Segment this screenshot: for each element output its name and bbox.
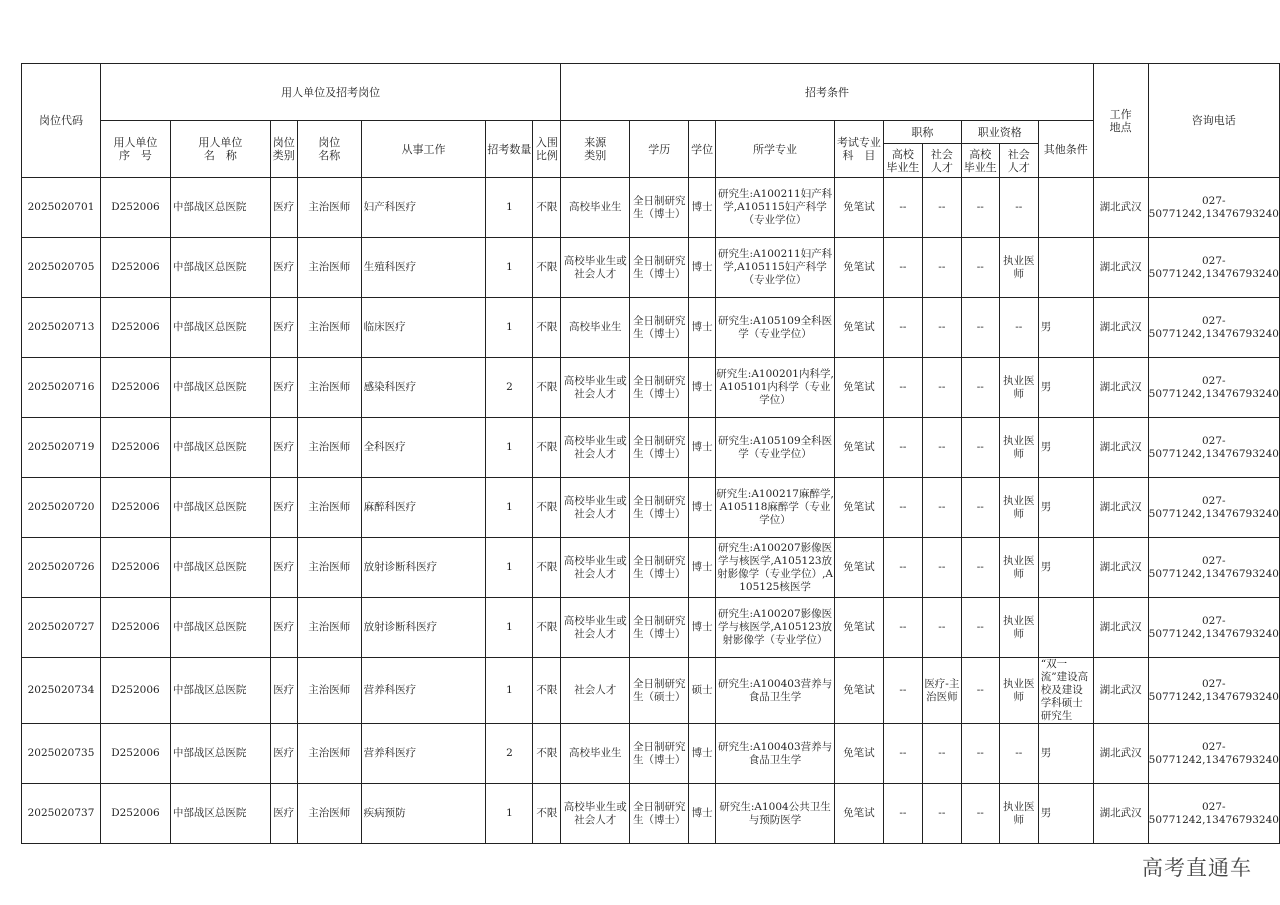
cell-qual-grad: -- <box>961 724 999 784</box>
cell-major: 研究生:A100207影像医学与核医学,A105123放射影像学（专业学位）,A105125核医学 <box>716 538 835 598</box>
cell-ratio: 不限 <box>533 598 561 658</box>
cell-title-social: -- <box>922 238 961 298</box>
header-work: 从事工作 <box>361 121 486 178</box>
cell-title-grad: -- <box>883 178 922 238</box>
cell-unit-seq: D252006 <box>100 178 170 238</box>
cell-work: 妇产科医疗 <box>361 178 486 238</box>
cell-other: 男 <box>1038 298 1093 358</box>
cell-post-name: 主治医师 <box>297 478 361 538</box>
cell-post-type: 医疗 <box>270 358 297 418</box>
cell-source: 高校毕业生或社会人才 <box>561 538 630 598</box>
cell-ratio: 不限 <box>533 784 561 844</box>
cell-degree: 博士 <box>689 538 716 598</box>
cell-location: 湖北武汉 <box>1093 724 1148 784</box>
cell-education: 全日制研究生（博士） <box>630 724 689 784</box>
cell-source: 高校毕业生或社会人才 <box>561 598 630 658</box>
cell-other: 男 <box>1038 538 1093 598</box>
cell-post-name: 主治医师 <box>297 724 361 784</box>
cell-ratio: 不限 <box>533 418 561 478</box>
cell-degree: 博士 <box>689 238 716 298</box>
cell-title-grad: -- <box>883 724 922 784</box>
cell-title-grad: -- <box>883 358 922 418</box>
table-row <box>22 358 1280 418</box>
cell-phone: 027-50771242,13476793240 <box>1148 178 1279 238</box>
cell-post-code: 2025020705 <box>22 238 101 298</box>
cell-title-grad: -- <box>883 658 922 724</box>
header-ratio: 入围 比例 <box>533 121 561 178</box>
cell-degree: 博士 <box>689 178 716 238</box>
cell-education: 全日制研究生（博士） <box>630 358 689 418</box>
cell-exam: 免笔试 <box>834 784 883 844</box>
cell-qual-social: 执业医师 <box>999 358 1038 418</box>
cell-other: 男 <box>1038 478 1093 538</box>
cell-phone: 027-50771242,13476793240 <box>1148 598 1279 658</box>
cell-post-name: 主治医师 <box>297 538 361 598</box>
cell-ratio: 不限 <box>533 358 561 418</box>
cell-degree: 博士 <box>689 298 716 358</box>
cell-qual-social: 执业医师 <box>999 538 1038 598</box>
cell-post-type: 医疗 <box>270 238 297 298</box>
cell-title-social: -- <box>922 538 961 598</box>
cell-post-code: 2025020727 <box>22 598 101 658</box>
cell-ratio: 不限 <box>533 238 561 298</box>
cell-phone: 027-50771242,13476793240 <box>1148 538 1279 598</box>
cell-major: 研究生:A100217麻醉学,A105118麻醉学（专业学位） <box>716 478 835 538</box>
cell-major: 研究生:A105109全科医学（专业学位） <box>716 418 835 478</box>
cell-post-type: 医疗 <box>270 538 297 598</box>
cell-title-grad: -- <box>883 298 922 358</box>
cell-unit-name: 中部战区总医院 <box>170 178 270 238</box>
cell-title-social: -- <box>922 478 961 538</box>
header-location: 工作 地点 <box>1093 64 1148 178</box>
cell-unit-seq: D252006 <box>100 238 170 298</box>
cell-qual-social: 执业医师 <box>999 658 1038 724</box>
table-row <box>22 658 1280 724</box>
cell-source: 高校毕业生或社会人才 <box>561 238 630 298</box>
cell-work: 放射诊断科医疗 <box>361 598 486 658</box>
cell-title-grad: -- <box>883 238 922 298</box>
cell-work: 生殖科医疗 <box>361 238 486 298</box>
cell-exam: 免笔试 <box>834 724 883 784</box>
cell-unit-seq: D252006 <box>100 598 170 658</box>
cell-source: 高校毕业生 <box>561 724 630 784</box>
cell-quota: 1 <box>486 478 533 538</box>
cell-other <box>1038 178 1093 238</box>
header-unit-group: 用人单位及招考岗位 <box>100 64 560 121</box>
header-post-code: 岗位代码 <box>22 64 101 178</box>
cell-exam: 免笔试 <box>834 598 883 658</box>
cell-ratio: 不限 <box>533 658 561 724</box>
cell-title-grad: -- <box>883 478 922 538</box>
cell-qual-grad: -- <box>961 478 999 538</box>
cell-phone: 027-50771242,13476793240 <box>1148 358 1279 418</box>
cell-post-type: 医疗 <box>270 784 297 844</box>
cell-quota: 1 <box>486 784 533 844</box>
cell-quota: 1 <box>486 418 533 478</box>
cell-post-type: 医疗 <box>270 724 297 784</box>
cell-phone: 027-50771242,13476793240 <box>1148 238 1279 298</box>
cell-education: 全日制研究生（硕士） <box>630 658 689 724</box>
cell-post-type: 医疗 <box>270 478 297 538</box>
header-qualification: 职业资格 <box>961 121 1038 144</box>
cell-post-code: 2025020713 <box>22 298 101 358</box>
cell-exam: 免笔试 <box>834 538 883 598</box>
cell-qual-grad: -- <box>961 598 999 658</box>
cell-unit-name: 中部战区总医院 <box>170 784 270 844</box>
cell-other <box>1038 598 1093 658</box>
header-source: 来源 类别 <box>561 121 630 178</box>
cell-title-grad: -- <box>883 598 922 658</box>
header-post-name: 岗位 名称 <box>297 121 361 178</box>
cell-post-name: 主治医师 <box>297 598 361 658</box>
header-conditions-group: 招考条件 <box>561 64 1093 121</box>
cell-ratio: 不限 <box>533 724 561 784</box>
cell-work: 放射诊断科医疗 <box>361 538 486 598</box>
cell-exam: 免笔试 <box>834 238 883 298</box>
cell-quota: 2 <box>486 358 533 418</box>
cell-phone: 027-50771242,13476793240 <box>1148 478 1279 538</box>
header-education: 学历 <box>630 121 689 178</box>
cell-title-social: -- <box>922 298 961 358</box>
header-post-type: 岗位 类别 <box>270 121 297 178</box>
cell-education: 全日制研究生（博士） <box>630 598 689 658</box>
cell-source: 社会人才 <box>561 658 630 724</box>
cell-title-social: -- <box>922 358 961 418</box>
cell-location: 湖北武汉 <box>1093 358 1148 418</box>
cell-degree: 博士 <box>689 478 716 538</box>
cell-source: 高校毕业生或社会人才 <box>561 358 630 418</box>
cell-title-social: -- <box>922 724 961 784</box>
cell-major: 研究生:A100403营养与食品卫生学 <box>716 658 835 724</box>
cell-education: 全日制研究生（博士） <box>630 418 689 478</box>
cell-location: 湖北武汉 <box>1093 478 1148 538</box>
cell-title-social: 医疗-主治医师 <box>922 658 961 724</box>
cell-qual-grad: -- <box>961 538 999 598</box>
cell-other: 男 <box>1038 784 1093 844</box>
cell-degree: 博士 <box>689 598 716 658</box>
cell-source: 高校毕业生或社会人才 <box>561 784 630 844</box>
cell-title-social: -- <box>922 784 961 844</box>
cell-title-grad: -- <box>883 538 922 598</box>
cell-post-type: 医疗 <box>270 298 297 358</box>
cell-qual-social: 执业医师 <box>999 418 1038 478</box>
cell-exam: 免笔试 <box>834 418 883 478</box>
cell-post-code: 2025020720 <box>22 478 101 538</box>
cell-post-code: 2025020726 <box>22 538 101 598</box>
cell-work: 临床医疗 <box>361 298 486 358</box>
cell-exam: 免笔试 <box>834 358 883 418</box>
cell-source: 高校毕业生或社会人才 <box>561 478 630 538</box>
cell-education: 全日制研究生（博士） <box>630 178 689 238</box>
header-title: 职称 <box>883 121 961 144</box>
cell-post-name: 主治医师 <box>297 178 361 238</box>
cell-source: 高校毕业生 <box>561 178 630 238</box>
table-row <box>22 418 1280 478</box>
table-row <box>22 538 1280 598</box>
header-quota: 招考数量 <box>486 121 533 178</box>
header-qual-social: 社会 人才 <box>999 144 1038 178</box>
cell-degree: 硕士 <box>689 658 716 724</box>
cell-location: 湖北武汉 <box>1093 658 1148 724</box>
cell-post-type: 医疗 <box>270 658 297 724</box>
cell-qual-grad: -- <box>961 298 999 358</box>
cell-qual-social: -- <box>999 178 1038 238</box>
cell-post-code: 2025020737 <box>22 784 101 844</box>
table-body <box>22 178 1280 844</box>
cell-major: 研究生:A100403营养与食品卫生学 <box>716 724 835 784</box>
header-phone: 咨询电话 <box>1148 64 1279 178</box>
cell-education: 全日制研究生（博士） <box>630 238 689 298</box>
cell-phone: 027-50771242,13476793240 <box>1148 658 1279 724</box>
cell-unit-seq: D252006 <box>100 418 170 478</box>
cell-unit-name: 中部战区总医院 <box>170 358 270 418</box>
cell-location: 湖北武汉 <box>1093 538 1148 598</box>
cell-other: “双一流”建设高校及建设学科硕士研究生 <box>1038 658 1093 724</box>
cell-location: 湖北武汉 <box>1093 784 1148 844</box>
cell-unit-seq: D252006 <box>100 358 170 418</box>
cell-title-social: -- <box>922 178 961 238</box>
cell-location: 湖北武汉 <box>1093 418 1148 478</box>
cell-location: 湖北武汉 <box>1093 598 1148 658</box>
table-row <box>22 598 1280 658</box>
cell-unit-name: 中部战区总医院 <box>170 538 270 598</box>
cell-post-name: 主治医师 <box>297 784 361 844</box>
cell-other: 男 <box>1038 724 1093 784</box>
cell-quota: 1 <box>486 598 533 658</box>
cell-ratio: 不限 <box>533 298 561 358</box>
cell-unit-name: 中部战区总医院 <box>170 298 270 358</box>
cell-degree: 博士 <box>689 724 716 784</box>
cell-post-code: 2025020735 <box>22 724 101 784</box>
cell-title-social: -- <box>922 418 961 478</box>
cell-degree: 博士 <box>689 358 716 418</box>
cell-education: 全日制研究生（博士） <box>630 538 689 598</box>
cell-post-name: 主治医师 <box>297 658 361 724</box>
cell-post-name: 主治医师 <box>297 358 361 418</box>
cell-phone: 027-50771242,13476793240 <box>1148 724 1279 784</box>
cell-qual-grad: -- <box>961 658 999 724</box>
cell-major: 研究生:A105109全科医学（专业学位） <box>716 298 835 358</box>
cell-other: 男 <box>1038 418 1093 478</box>
cell-post-code: 2025020719 <box>22 418 101 478</box>
cell-exam: 免笔试 <box>834 658 883 724</box>
cell-education: 全日制研究生（博士） <box>630 298 689 358</box>
cell-post-type: 医疗 <box>270 598 297 658</box>
cell-post-code: 2025020734 <box>22 658 101 724</box>
cell-title-social: -- <box>922 598 961 658</box>
table-row <box>22 298 1280 358</box>
cell-work: 营养科医疗 <box>361 658 486 724</box>
cell-location: 湖北武汉 <box>1093 178 1148 238</box>
cell-post-name: 主治医师 <box>297 298 361 358</box>
cell-post-type: 医疗 <box>270 418 297 478</box>
cell-qual-grad: -- <box>961 358 999 418</box>
cell-major: 研究生:A100211妇产科学,A105115妇产科学（专业学位） <box>716 178 835 238</box>
cell-quota: 1 <box>486 178 533 238</box>
cell-other: 男 <box>1038 358 1093 418</box>
cell-qual-social: 执业医师 <box>999 784 1038 844</box>
cell-phone: 027-50771242,13476793240 <box>1148 298 1279 358</box>
cell-exam: 免笔试 <box>834 478 883 538</box>
cell-phone: 027-50771242,13476793240 <box>1148 418 1279 478</box>
cell-unit-seq: D252006 <box>100 658 170 724</box>
cell-quota: 1 <box>486 658 533 724</box>
cell-major: 研究生:A100201内科学,A105101内科学（专业学位） <box>716 358 835 418</box>
cell-ratio: 不限 <box>533 178 561 238</box>
table-row <box>22 478 1280 538</box>
cell-unit-seq: D252006 <box>100 784 170 844</box>
cell-qual-grad: -- <box>961 238 999 298</box>
cell-post-code: 2025020701 <box>22 178 101 238</box>
cell-qual-social: 执业医师 <box>999 598 1038 658</box>
cell-post-code: 2025020716 <box>22 358 101 418</box>
cell-qual-social: 执业医师 <box>999 238 1038 298</box>
cell-post-name: 主治医师 <box>297 418 361 478</box>
watermark: 高考直通车 <box>1142 856 1252 880</box>
cell-title-grad: -- <box>883 418 922 478</box>
cell-quota: 2 <box>486 724 533 784</box>
table-row <box>22 784 1280 844</box>
cell-title-grad: -- <box>883 784 922 844</box>
cell-qual-social: -- <box>999 724 1038 784</box>
cell-unit-name: 中部战区总医院 <box>170 478 270 538</box>
cell-source: 高校毕业生或社会人才 <box>561 418 630 478</box>
header-degree: 学位 <box>689 121 716 178</box>
header-title-social: 社会 人才 <box>922 144 961 178</box>
recruitment-table <box>21 63 1280 844</box>
cell-work: 疾病预防 <box>361 784 486 844</box>
cell-exam: 免笔试 <box>834 298 883 358</box>
cell-ratio: 不限 <box>533 478 561 538</box>
cell-unit-name: 中部战区总医院 <box>170 724 270 784</box>
header-qual-grad: 高校 毕业生 <box>961 144 999 178</box>
cell-location: 湖北武汉 <box>1093 298 1148 358</box>
cell-work: 感染科医疗 <box>361 358 486 418</box>
cell-education: 全日制研究生（博士） <box>630 784 689 844</box>
header-unit-seq: 用人单位 序 号 <box>100 121 170 178</box>
cell-qual-social: -- <box>999 298 1038 358</box>
cell-major: 研究生:A1004公共卫生与预防医学 <box>716 784 835 844</box>
table-row <box>22 238 1280 298</box>
header-other: 其他条件 <box>1038 121 1093 178</box>
cell-major: 研究生:A100207影像医学与核医学,A105123放射影像学（专业学位） <box>716 598 835 658</box>
cell-degree: 博士 <box>689 784 716 844</box>
header-title-grad: 高校 毕业生 <box>883 144 922 178</box>
cell-unit-name: 中部战区总医院 <box>170 418 270 478</box>
header-major: 所学专业 <box>716 121 835 178</box>
cell-work: 麻醉科医疗 <box>361 478 486 538</box>
cell-unit-name: 中部战区总医院 <box>170 658 270 724</box>
cell-unit-seq: D252006 <box>100 298 170 358</box>
cell-source: 高校毕业生 <box>561 298 630 358</box>
cell-phone: 027-50771242,13476793240 <box>1148 784 1279 844</box>
cell-qual-grad: -- <box>961 418 999 478</box>
cell-unit-seq: D252006 <box>100 724 170 784</box>
cell-qual-grad: -- <box>961 178 999 238</box>
table-row <box>22 724 1280 784</box>
cell-ratio: 不限 <box>533 538 561 598</box>
cell-exam: 免笔试 <box>834 178 883 238</box>
cell-degree: 博士 <box>689 418 716 478</box>
header-unit-name: 用人单位 名 称 <box>170 121 270 178</box>
cell-unit-name: 中部战区总医院 <box>170 238 270 298</box>
cell-location: 湖北武汉 <box>1093 238 1148 298</box>
cell-qual-grad: -- <box>961 784 999 844</box>
cell-qual-social: 执业医师 <box>999 478 1038 538</box>
header-exam: 考试专业 科 目 <box>834 121 883 178</box>
cell-unit-seq: D252006 <box>100 478 170 538</box>
table-row <box>22 178 1280 238</box>
cell-unit-seq: D252006 <box>100 538 170 598</box>
cell-post-name: 主治医师 <box>297 238 361 298</box>
cell-education: 全日制研究生（博士） <box>630 478 689 538</box>
cell-quota: 1 <box>486 538 533 598</box>
cell-unit-name: 中部战区总医院 <box>170 598 270 658</box>
cell-work: 营养科医疗 <box>361 724 486 784</box>
cell-major: 研究生:A100211妇产科学,A105115妇产科学（专业学位） <box>716 238 835 298</box>
cell-post-type: 医疗 <box>270 178 297 238</box>
cell-quota: 1 <box>486 298 533 358</box>
cell-quota: 1 <box>486 238 533 298</box>
cell-other <box>1038 238 1093 298</box>
cell-work: 全科医疗 <box>361 418 486 478</box>
